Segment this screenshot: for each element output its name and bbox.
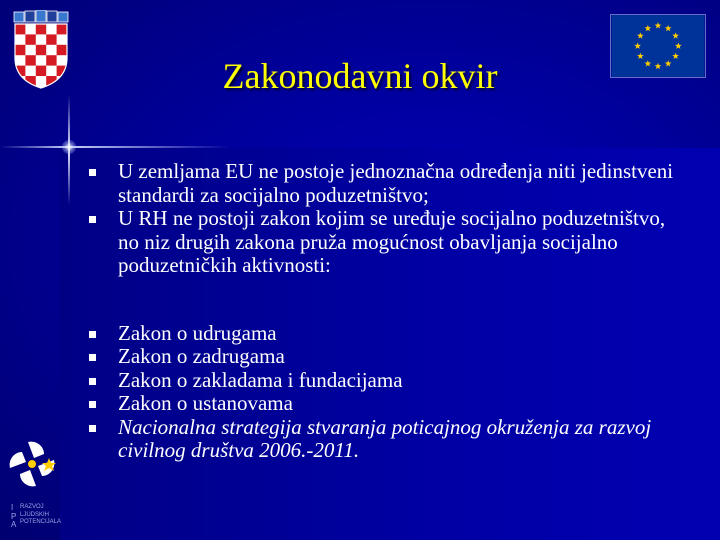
list-item bbox=[86, 416, 686, 463]
list-item-text: Zakon o ustanovama bbox=[118, 391, 293, 415]
bullet-marker bbox=[89, 354, 96, 361]
list-item-text: Zakon o zadrugama bbox=[118, 344, 285, 368]
crest-crown bbox=[14, 10, 68, 22]
bullet-list bbox=[86, 160, 686, 463]
list-item bbox=[86, 345, 686, 369]
list-item-text: Zakon o udrugama bbox=[118, 320, 277, 345]
list-item-text: U zemljama EU ne postoje jednoznačna određenja niti jedinstveni standardi za socijalno poduzetništvo; bbox=[118, 159, 674, 207]
list-item bbox=[86, 322, 686, 346]
bullet-marker bbox=[89, 216, 96, 223]
bullet-marker bbox=[89, 331, 96, 338]
bullet-marker bbox=[89, 401, 96, 408]
croatian-coat-of-arms-logo bbox=[10, 10, 70, 90]
sparkle-glow bbox=[62, 140, 76, 154]
list-item-text: Nacionalna strategija stvaranja poticajnog okruženja za razvoj civilnog društva 2006.-2011. bbox=[118, 414, 652, 462]
bullet-marker bbox=[89, 169, 96, 176]
bullet-marker bbox=[89, 378, 96, 385]
ipa-letters: I P A bbox=[11, 503, 17, 529]
slide-title: Zakonodavni okvir bbox=[222, 56, 498, 96]
list-item bbox=[86, 207, 686, 278]
ipa-logo-text: RAZVOJ LJUDSKIH POTENCIJALA bbox=[20, 504, 62, 525]
list-item-text: U RH ne postoji zakon kojim se uređuje socijalno poduzetništvo, no niz drugih zakona pruža mogućnost obavljanja socijalno poduzetničkih aktivnosti: bbox=[118, 206, 666, 277]
list-item bbox=[86, 369, 686, 393]
sparkle-line-horizontal bbox=[0, 146, 230, 148]
bullet-marker bbox=[89, 425, 96, 432]
list-item bbox=[86, 392, 686, 416]
list-item bbox=[86, 160, 686, 207]
list-item-text: Zakon o zakladama i fundacijama bbox=[118, 367, 403, 392]
crest-checkerboard bbox=[15, 24, 67, 90]
